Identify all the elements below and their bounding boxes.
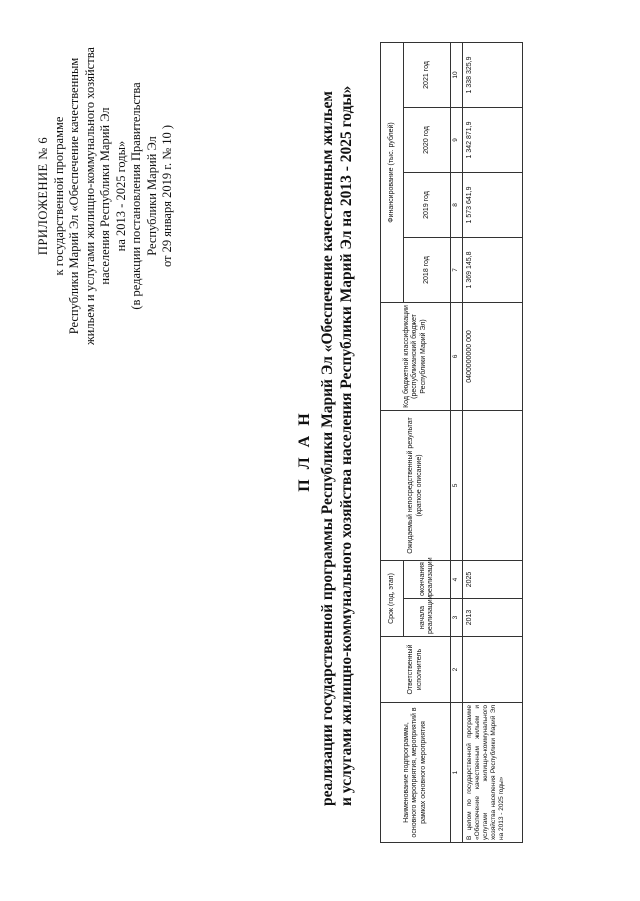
column-number: 6 (451, 302, 463, 410)
header-year-2019: 2019 год (404, 172, 451, 237)
column-number: 10 (451, 42, 463, 107)
column-number: 9 (451, 107, 463, 172)
appendix-header (36, 46, 176, 346)
row-start: 2013 (463, 599, 523, 637)
plan-table (380, 42, 523, 843)
appendix-line: населения Республики Марий Эл (98, 107, 112, 285)
row-code: 0400000000 000 (463, 302, 523, 410)
header-term-start: начала реализации (404, 599, 451, 637)
row-name: В целом по государственной программе «Обеспечение качественным жильем и услугами жилищно-коммунального хозяйства населения Республики Марий Эл на 2013 - 2025 годы» (463, 703, 523, 843)
header-executor: Ответственный исполнитель (381, 637, 451, 703)
appendix-line: (в редакции постановления Правительства (129, 82, 143, 310)
column-number: 2 (451, 637, 463, 703)
row-2018: 1 369 145,8 (463, 237, 523, 302)
column-number: 1 (451, 703, 463, 843)
header-term: Срок (год, этап) (381, 560, 404, 636)
appendix-title: ПРИЛОЖЕНИЕ № 6 (36, 136, 50, 256)
row-2021: 1 338 325,9 (463, 42, 523, 107)
appendix-line: на 2013 - 2025 годы» (113, 140, 128, 252)
appendix-line: к государственной программе (51, 116, 66, 276)
appendix-line: Республики Марий Эл «Обеспечение качественным (67, 57, 81, 335)
header-year-2018: 2018 год (404, 237, 451, 302)
header-year-2020: 2020 год (404, 107, 451, 172)
column-number: 7 (451, 237, 463, 302)
column-number: 8 (451, 172, 463, 237)
header-year-2021: 2021 год (404, 42, 451, 107)
row-result (463, 410, 523, 560)
plan-title: П Л А Н (296, 410, 313, 492)
header-name: Наименование подпрограммы, основного мероприятия, мероприятий в рамках основного мероприятия (381, 703, 451, 843)
row-end: 2025 (463, 560, 523, 598)
header-finance: Финансирование (тыс. рублей) (381, 42, 404, 302)
appendix-line: жильем и услугами жилищно-коммунального хозяйства (82, 47, 97, 345)
table-row (463, 42, 523, 842)
table-header-row (381, 42, 404, 842)
column-number: 4 (451, 560, 463, 598)
row-2020: 1 342 871,9 (463, 107, 523, 172)
appendix-line: от 29 января 2019 г. № 10 ) (160, 124, 174, 268)
column-number: 3 (451, 599, 463, 637)
header-term-end: окончания реализации (404, 560, 451, 598)
plan-subtitle-line: и услугами жилищно-коммунального хозяйства населения Республики Марий Эл на 2013 - 2025 годы» (338, 85, 355, 806)
header-code: Код бюджетной классификации (республиканский бюджет Республики Марий Эл) (381, 302, 451, 410)
appendix-line: Республики Марий Эл (144, 136, 159, 256)
row-executor (463, 637, 523, 703)
column-number: 5 (451, 410, 463, 560)
plan-subtitle (318, 85, 356, 806)
row-2019: 1 573 641,9 (463, 172, 523, 237)
header-result: Ожидаемый непосредственный результат (краткое описание) (381, 410, 451, 560)
column-number-row (451, 42, 463, 842)
plan-subtitle-line: реализации государственной программы Республики Марий Эл «Обеспечение качественным жильем (319, 91, 336, 806)
